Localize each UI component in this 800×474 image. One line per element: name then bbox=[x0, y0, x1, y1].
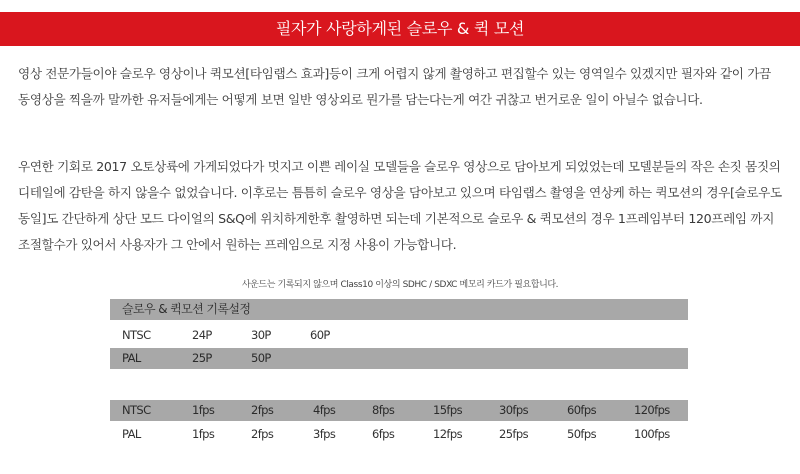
table-row bbox=[110, 325, 688, 346]
table-cell: 100fps bbox=[634, 427, 670, 441]
table-cell: 15fps bbox=[433, 403, 462, 417]
row-label: PAL bbox=[122, 427, 141, 441]
table-cell: 50fps bbox=[567, 427, 596, 441]
row-label: PAL bbox=[122, 351, 141, 365]
table-cell: 4fps bbox=[313, 403, 336, 417]
table-cell: 1fps bbox=[192, 403, 215, 417]
table-cell: 12fps bbox=[433, 427, 462, 441]
table-cell: 24P bbox=[192, 328, 212, 342]
table-cell: 50P bbox=[251, 351, 271, 365]
table-cell: 120fps bbox=[634, 403, 670, 417]
table-cell: 1fps bbox=[192, 427, 215, 441]
table-title: 슬로우 & 퀵모션 기록설정 bbox=[122, 302, 251, 316]
table-cell: 8fps bbox=[372, 403, 395, 417]
row-label: NTSC bbox=[122, 403, 151, 417]
table-cell: 60fps bbox=[567, 403, 596, 417]
table-header bbox=[110, 299, 688, 320]
page-title: 필자가 사랑하게된 슬로우 & 퀵 모션 bbox=[275, 19, 525, 38]
table-cell: 30fps bbox=[499, 403, 528, 417]
intro-paragraph: 영상 전문가들이야 슬로우 영상이나 퀵모션[타임랩스 효과]등이 크게 어렵지 않게 촬영하고 편집할수 있는 영역일수 있겠지만 필자와 같이 가끔 동영상을 찍을까 말까한 유저들에게는 어떻게 보면 일반 영상외로 뭔가를 담는다는게 여간 귀찮고 번거로운 일이 아닐수 없습니다. bbox=[18, 66, 771, 107]
table-cell: 60P bbox=[310, 328, 330, 342]
table-cell: 30P bbox=[251, 328, 271, 342]
table-cell: 2fps bbox=[251, 427, 274, 441]
row-label: NTSC bbox=[122, 328, 151, 342]
table-cell: 25P bbox=[192, 351, 212, 365]
body-paragraph: 우연한 기회로 2017 오토상륙에 가게되었다가 멋지고 이쁜 레이실 모델들을 슬로우 영상으로 담아보게 되었었는데 모델분들의 작은 손짓 몸짓의 디테일에 감탄을 하지 않을수 없었습니다. 이후로는 틈틈히 슬로우 영상을 담아보고 있으며 타임랩스 촬영을 연상케 하는 퀵모션의 경우[슬로우도 동일]도 간단하게 상단 모드 다이얼의 S&Q에 위치하게한후 촬영하면 되는데 기본적으로 슬로우 & 퀵모션의 경우 1프레임부터 120프레임 까지 조절할수가 있어서 사용자가 그 안에서 원하는 프레임으로 지정 사용이 가능합니다. bbox=[18, 159, 782, 252]
table-cell: 3fps bbox=[313, 427, 336, 441]
recording-note: 사운드는 기록되지 않으며 Class10 이상의 SDHC / SDXC 메모리 카드가 필요합니다. bbox=[241, 280, 559, 290]
table-row bbox=[110, 424, 688, 445]
table-cell: 25fps bbox=[499, 427, 528, 441]
table-row bbox=[110, 348, 688, 369]
table-row bbox=[110, 400, 688, 421]
page-title-banner bbox=[0, 12, 800, 46]
table-cell: 6fps bbox=[372, 427, 395, 441]
table-cell: 2fps bbox=[251, 403, 274, 417]
